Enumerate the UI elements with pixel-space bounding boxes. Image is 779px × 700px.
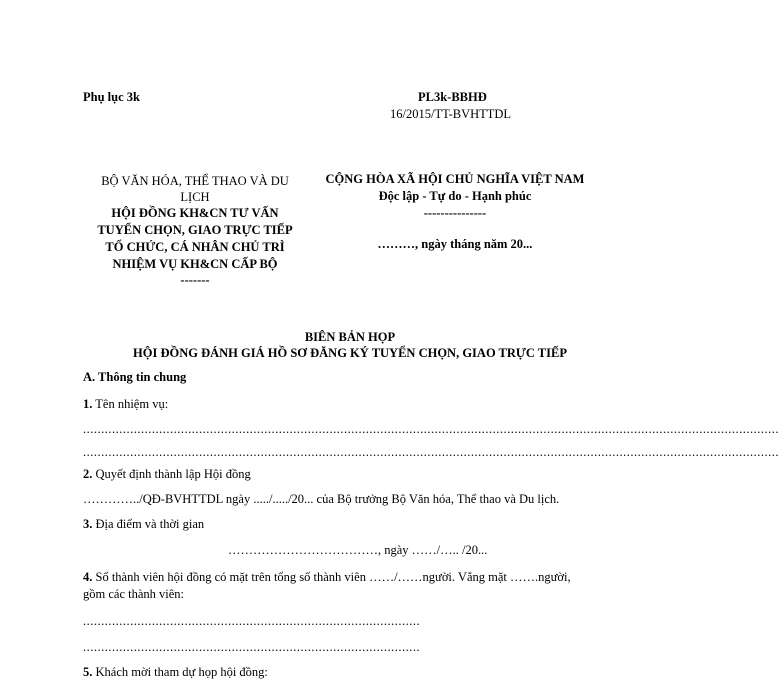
item-number: 1. (83, 397, 93, 411)
item-4 (83, 570, 571, 585)
ministry-name (75, 173, 315, 205)
short-dotted-line: ............................................................................................. (83, 640, 421, 654)
item-label: Quyết định thành lập Hội đồng (92, 467, 251, 481)
nation-name: CỘNG HÒA XÃ HỘI CHỦ NGHĨA VIỆT NAM (325, 172, 585, 186)
document-title: BIÊN BẢN HỌP (304, 330, 396, 344)
decision-line: …………../QĐ-BVHTTDL ngày ...../...../20... của Bộ trưởng Bộ Văn hóa, Thể thao và Du lịch. (83, 492, 560, 506)
appendix-label: Phụ lục 3k (83, 90, 140, 104)
circular-reference: 16/2015/TT-BVHTTDL (390, 107, 512, 121)
ministry-line: LỊCH (180, 190, 210, 204)
item-2 (83, 467, 251, 482)
item-number: 5. (83, 665, 93, 679)
item-number: 3. (83, 517, 93, 531)
ministry-line: BỘ VĂN HÓA, THỂ THAO VÀ DU (101, 174, 289, 188)
national-motto: Độc lập - Tự do - Hạnh phúc (378, 189, 532, 203)
item-label: Địa điểm và thời gian (92, 517, 205, 531)
item-number: 4. (83, 570, 93, 584)
item-label: Số thành viên hội đồng có mặt trên tổng số thành viên ……/……người. Vắng mặt …….người, (92, 570, 571, 584)
item-3 (83, 517, 204, 532)
section-a-heading: A. Thông tin chung (83, 370, 187, 384)
short-dotted-line: ............................................................................................. (83, 614, 421, 628)
place-date-line: ………, ngày tháng năm 20... (377, 237, 533, 251)
council-line: TUYỂN CHỌN, GIAO TRỰC TIẾP (97, 223, 293, 237)
left-divider: ------- (180, 273, 210, 287)
right-divider: --------------- (423, 206, 487, 220)
dotted-line: ................................................................................................................................................................................................ (83, 422, 779, 436)
council-line: NHIỆM VỤ KH&CN CẤP BỘ (112, 257, 278, 271)
members-continuation: gồm các thành viên: (83, 587, 185, 601)
item-5 (83, 665, 268, 680)
form-code: PL3k-BBHĐ (418, 90, 487, 104)
item-label: Tên nhiệm vụ: (92, 397, 169, 411)
council-name (75, 205, 315, 273)
item-number: 2. (83, 467, 93, 481)
location-time-line: ………………………………, ngày ……/….. /20... (228, 543, 488, 557)
dotted-line: ................................................................................................................................................................................................ (83, 445, 779, 459)
item-label: Khách mời tham dự họp hội đồng: (92, 665, 268, 679)
council-line: HỘI ĐỒNG KH&CN TƯ VẤN (111, 206, 279, 220)
item-1 (83, 397, 168, 412)
council-line: TỔ CHỨC, CÁ NHÂN CHỦ TRÌ (105, 240, 285, 254)
document-subtitle: HỘI ĐỒNG ĐÁNH GIÁ HỒ SƠ ĐĂNG KÝ TUYỂN CHỌN, GIAO TRỰC TIẾP (133, 346, 567, 360)
